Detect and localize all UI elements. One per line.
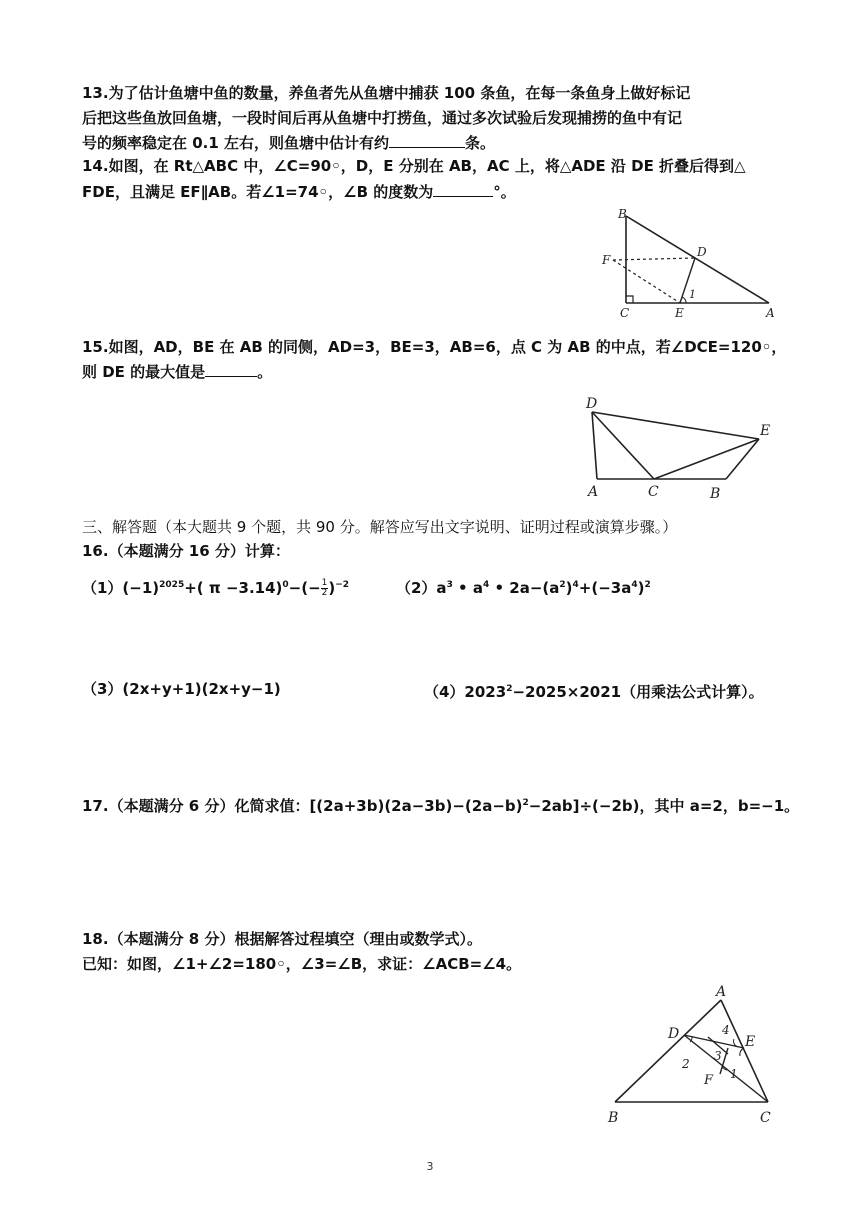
q15-answer-blank[interactable]	[205, 360, 257, 377]
q13-line-1: 13.为了估计鱼塘中鱼的数量，养鱼者先从鱼塘中捕获 100 条鱼，在每一条鱼身上做好标记	[82, 84, 691, 102]
q18-triangle-figure	[604, 982, 784, 1132]
q15-figure	[578, 390, 778, 502]
q14-text: FDE，且满足 EF∥AB。若∠1=74◦，∠B 的度数为	[82, 183, 434, 201]
q16-part-4: $(4)2023^2-2025\times 2021$（用乘法公式计算）。	[424, 683, 764, 701]
q14-line-1: 14.如图，在 Rt△ABC 中，∠C=90◦，D，E 分别在 AB，AC 上，将△ADE 沿 DE 折叠后得到△	[82, 157, 746, 175]
q16-part-2: $(2)a^3$ • $a^4$ • $2a-(a^2)^4+(-3a^4)^2$	[396, 579, 651, 597]
q18-label-d: D	[668, 1026, 680, 1042]
q18-line-2: 已知：如图，∠1+∠2=180◦，∠3=∠B，求证：∠ACB=∠4。	[82, 955, 522, 973]
q15-label-c: C	[648, 484, 659, 500]
q13-answer-blank[interactable]	[389, 131, 465, 148]
q14-triangle-figure	[596, 204, 786, 322]
q17-text: 17.（本题满分 6 分）化简求值：$[(2a+3b)(2a-3b)-(2a-b)^2-2ab]\div(-2b)$，其中 a=2，b=−1。	[82, 797, 800, 815]
q14-label-c: C	[620, 306, 630, 320]
q14-label-b: B	[618, 207, 627, 221]
q13-line-2: 后把这些鱼放回鱼塘，一段时间后再从鱼塘中打捞鱼，通过多次试验后发现捕捞的鱼中有记	[82, 109, 683, 127]
q15-label-d: D	[586, 396, 598, 412]
q14-line-2	[82, 180, 516, 203]
q13-text: 号的频率稳定在 0.1 左右，则鱼塘中估计有约	[82, 134, 390, 152]
section-3-heading: 三、解答题（本大题共 9 个题，共 90 分。解答应写出文字说明、证明过程或演算步骤。）	[82, 518, 678, 536]
q16-part-3: （3）(2x+y+1)(2x+y−1)	[82, 680, 281, 698]
q14-answer-blank[interactable]	[433, 180, 493, 197]
q18-label-b: B	[608, 1110, 619, 1126]
q14-label-a: A	[766, 306, 775, 320]
q15-line-1: 15.如图，AD，BE 在 AB 的同侧，AD=3，BE=3，AB=6，点 C 为 AB 的中点，若∠DCE=120◦，	[82, 338, 787, 356]
q18-label-angle-3: 3	[714, 1049, 722, 1063]
q14-label-d: D	[697, 245, 707, 259]
q13-unit: 条。	[465, 134, 496, 152]
q15-line-2	[82, 360, 272, 383]
q18-label-e: E	[745, 1034, 756, 1050]
q18-label-angle-2: 2	[682, 1057, 690, 1071]
q16-part-1: $(1)(-1)^{2025}+$( π −3.14)$^0$−(− $\frac{1}{2}$ )$^{-2}$	[82, 578, 350, 598]
q14-label-angle-1: 1	[689, 288, 696, 301]
q18-line-1: 18.（本题满分 8 分）根据解答过程填空（理由或数学式）。	[82, 930, 482, 948]
q18-label-f: F	[704, 1073, 714, 1088]
q14-label-e: E	[675, 306, 684, 320]
q18-label-a: A	[716, 984, 727, 1000]
q16-title: 16.（本题满分 16 分）计算：	[82, 542, 290, 560]
q15-label-a: A	[588, 484, 599, 500]
q18-label-angle-1: 1	[730, 1067, 738, 1081]
q15-text: 则 DE 的最大值是	[82, 363, 206, 381]
q14-label-f: F	[602, 253, 611, 267]
q15-period: 。	[257, 363, 273, 381]
q15-label-e: E	[760, 423, 771, 439]
page-number: 3	[426, 1160, 434, 1173]
fraction-one-half: $\frac{1}{2}$	[321, 578, 328, 598]
q14-unit: °。	[493, 183, 516, 201]
q18-label-angle-4: 4	[722, 1023, 730, 1037]
q15-label-b: B	[710, 486, 721, 502]
q18-label-c: C	[760, 1110, 771, 1126]
q13-line-3	[82, 131, 495, 154]
